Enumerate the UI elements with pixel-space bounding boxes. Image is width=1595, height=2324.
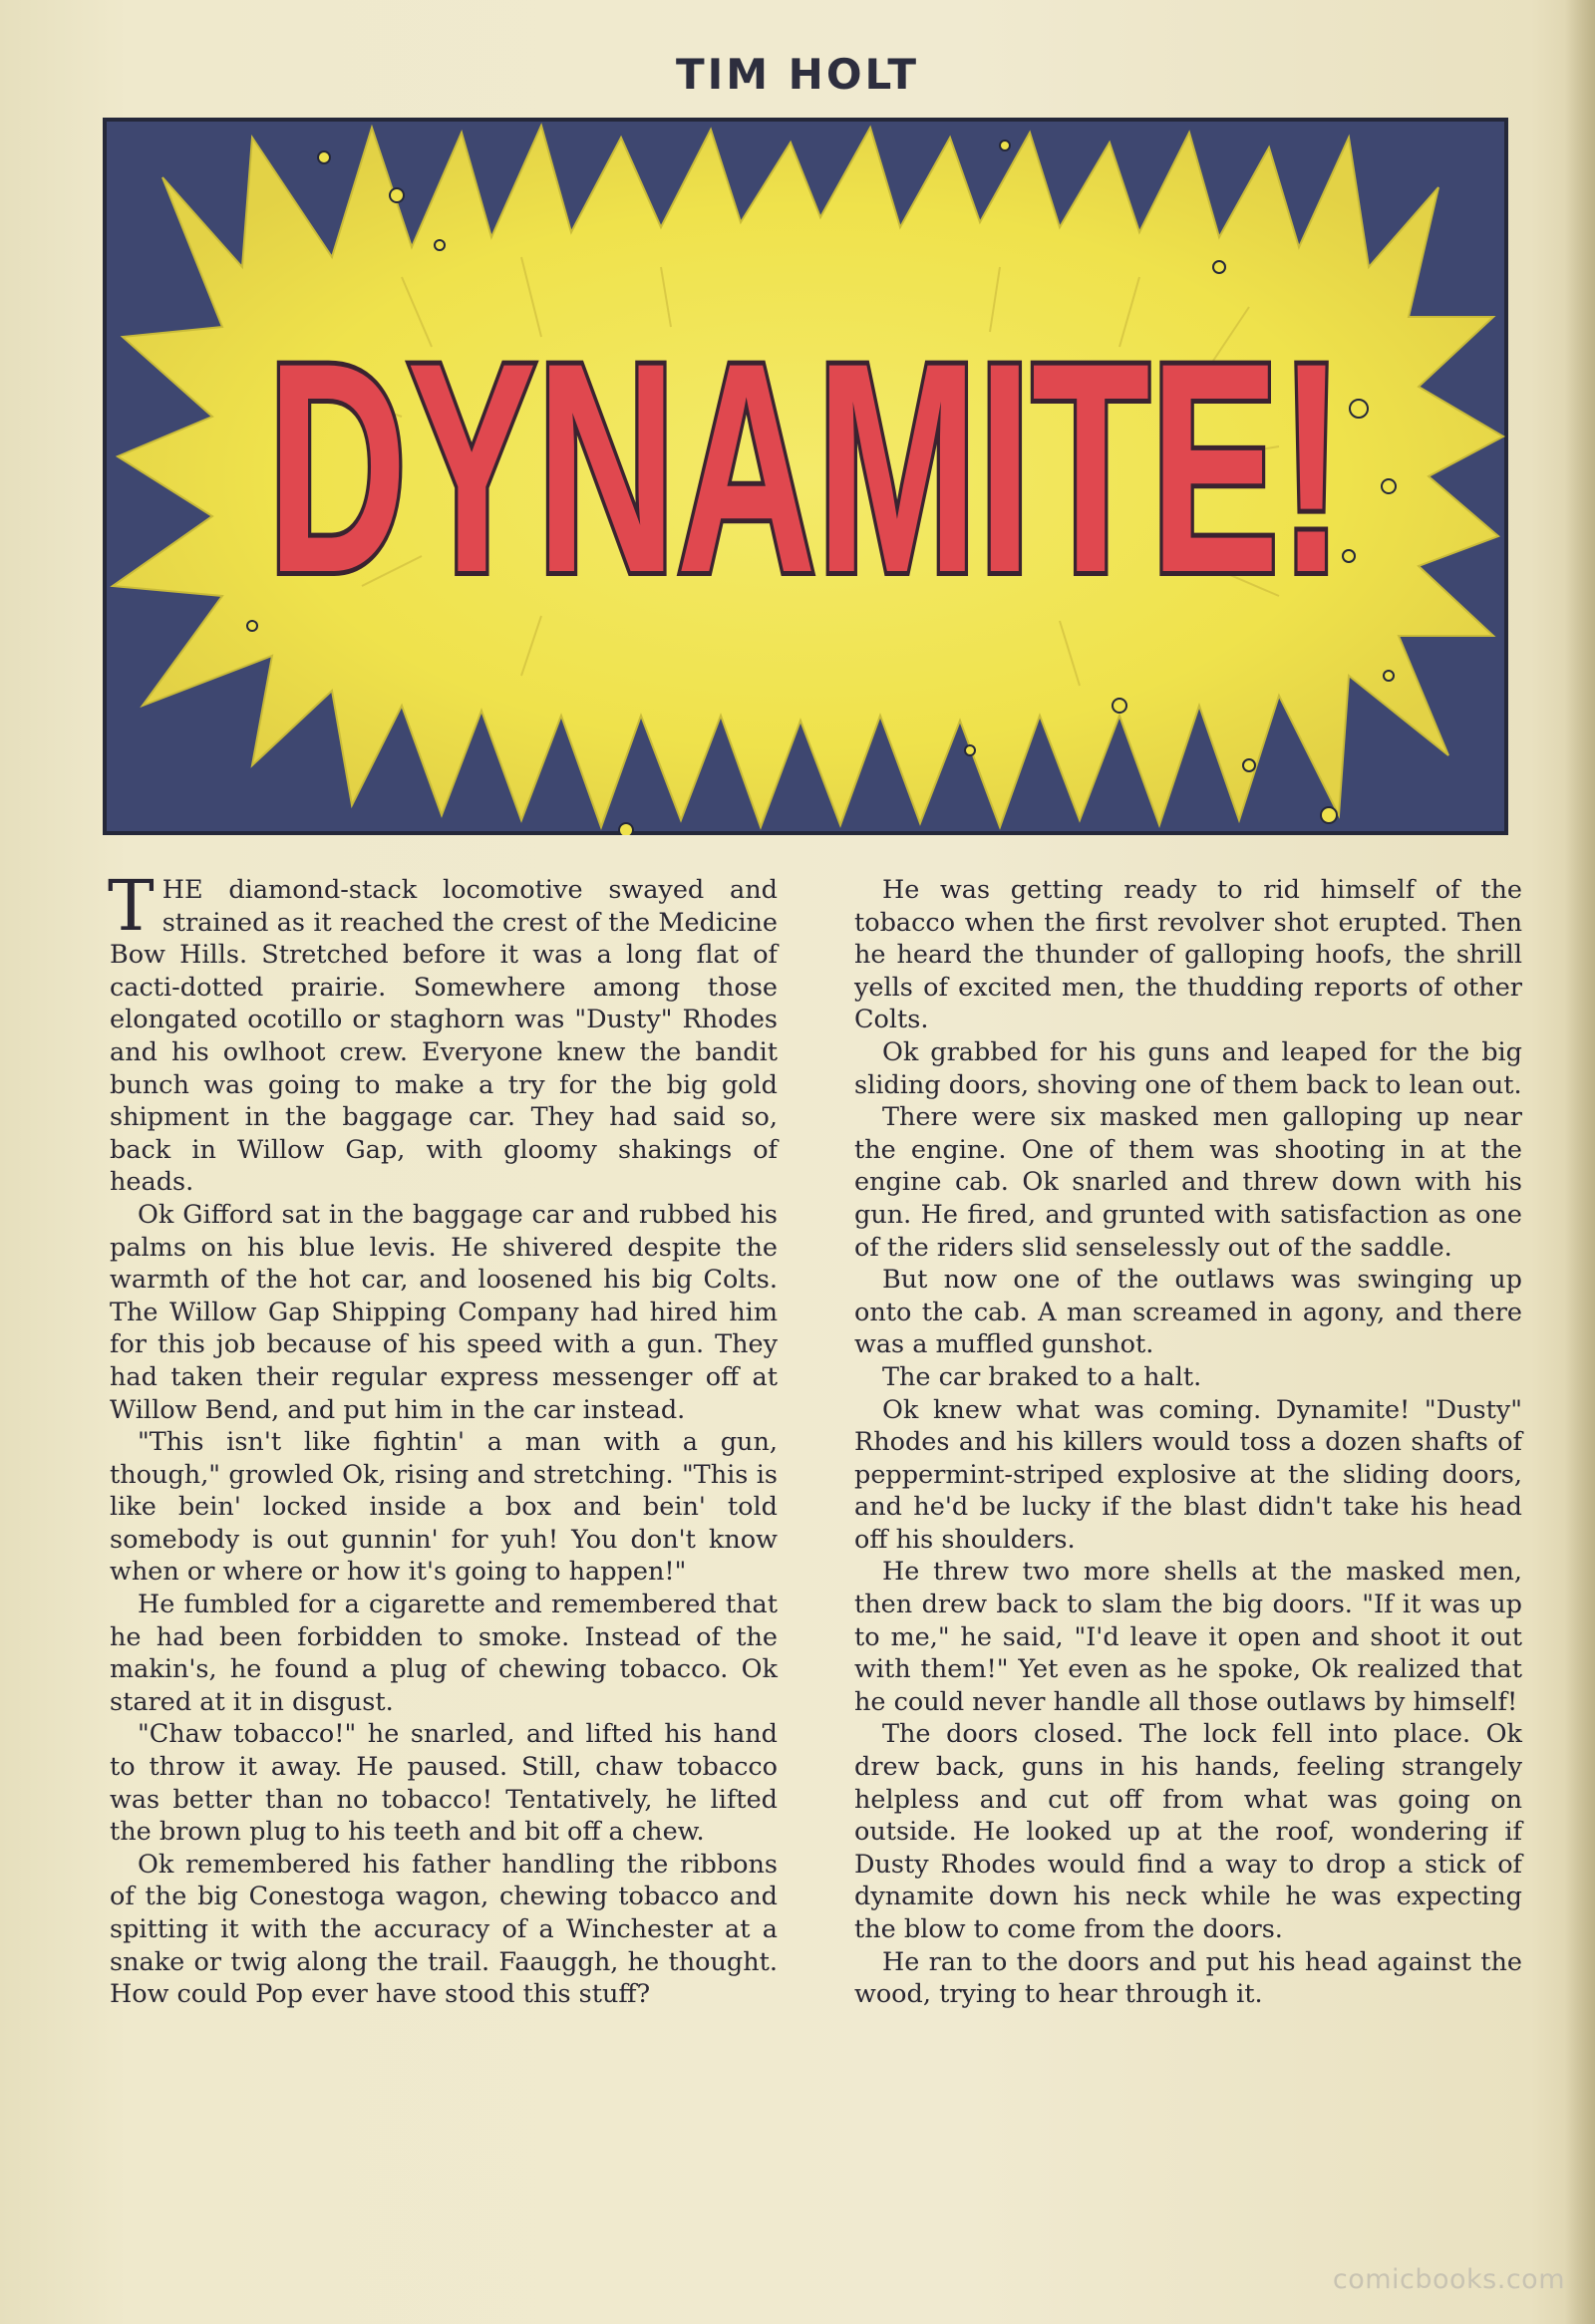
story-column-right [854, 874, 1522, 2011]
story-paragraph: Ok remembered his father handling the ribbons of the big Conestoga wagon, chewing tobacco and spitting it with the accuracy of a Winchester at a snake or twig along the trail. Faauggh, he thought. How could Pop ever have stood this stuff? [110, 1849, 778, 2010]
story-paragraph: He was getting ready to rid himself of the tobacco when the first revolver shot erupted. Then he heard the thunder of galloping hoofs, the shrill yells of excited men, the thudding reports of other Colts. [854, 875, 1522, 1035]
story-paragraph: But now one of the outlaws was swinging up onto the cab. A man screamed in agony, and there was a muffled gunshot. [854, 1265, 1522, 1360]
page-edge-shadow [1565, 0, 1595, 2324]
story-column-left [108, 865, 778, 2011]
title-panel-art [103, 118, 1508, 835]
story-paragraph: The doors closed. The lock fell into place. Ok drew back, guns in his hands, feeling strangely helpless and cut off from what was going on outside. He looked up at the roof, wondering if Dusty Rhodes would find a way to drop a stick of dynamite down his neck while he was expecting the blow to come from the doors. [854, 1719, 1522, 1944]
story-paragraph: He threw two more shells at the masked men, then drew back to slam the big doors. "If it was up to me," he said, "I'd leave it open and shoot it out with them!" Yet even as he spoke, Ok realized that he could never handle all those outlaws by himself! [854, 1557, 1522, 1717]
page-header-title: TIM HOLT [675, 50, 919, 99]
drop-cap: T [108, 865, 155, 947]
paragraph-text: HE diamond-stack locomotive swayed and strained as it reached the crest of the Medicine Bow Hills. Stretched before it was a long flat of cacti-dotted prairie. Somewhere among those elongated ocotillo or staghorn was "Dusty" Rhodes and his owlhoot crew. Everyone knew the bandit bunch was going to make a try for the big gold shipment in the baggage car. They had said so, back in Willow Gap, with gloomy shakings of heads. [110, 875, 778, 1198]
watermark-text: comicbooks.com [1332, 2264, 1565, 2295]
story-paragraph: Ok knew what was coming. Dynamite! "Dusty" Rhodes and his killers would toss a dozen shafts of peppermint-striped explosive at the sliding doors, and he'd be lucky if the blast didn't take his head off his shoulders. [854, 1394, 1522, 1555]
story-paragraph: He ran to the doors and put his head against the wood, trying to hear through it. [854, 1946, 1522, 2010]
story-paragraph: Ok grabbed for his guns and leaped for the big sliding doors, shoving one of them back to lean out. [854, 1036, 1522, 1100]
story-paragraph: Ok Gifford sat in the baggage car and rubbed his palms on his blue levis. He shivered despite the warmth of the hot car, and loosened his big Colts. The Willow Gap Shipping Company had hired him for this job because of his speed with a gun. They had taken their regular express messenger off at Willow Bend, and put him in the car instead. [110, 1199, 778, 1425]
story-paragraph: "This isn't like fightin' a man with a gun, though," growled Ok, rising and stretching. "This is like bein' locked inside a box and bein' told somebody is out gunnin' for yuh! You don't know when or where or how it's going to happen!" [110, 1427, 778, 1588]
story-paragraph: "Chaw tobacco!" he snarled, and lifted his hand to throw it away. He paused. Still, chaw tobacco was better than no tobacco! Tentatively, he lifted the brown plug to his teeth and bit off a chew. [110, 1719, 778, 1848]
story-paragraph: The car braked to a halt. [882, 1361, 1202, 1392]
story-paragraph: He fumbled for a cigarette and remembered that he had been forbidden to smoke. Instead of the makin's, he found a plug of chewing tobacco. Ok stared at it in disgust. [110, 1590, 778, 1717]
story-columns [108, 865, 1525, 2170]
dynamite-title-panel [103, 118, 1508, 835]
story-paragraph: There were six masked men galloping up near the engine. One of them was shooting in at the engine cab. Ok snarled and threw down with his gun. He fired, and grunted with satisfaction as one of the riders slid senselessly out of the saddle. [854, 1102, 1522, 1263]
story-paragraph [108, 865, 778, 1199]
dynamite-title-text: DYNAMITE! [267, 300, 1344, 635]
